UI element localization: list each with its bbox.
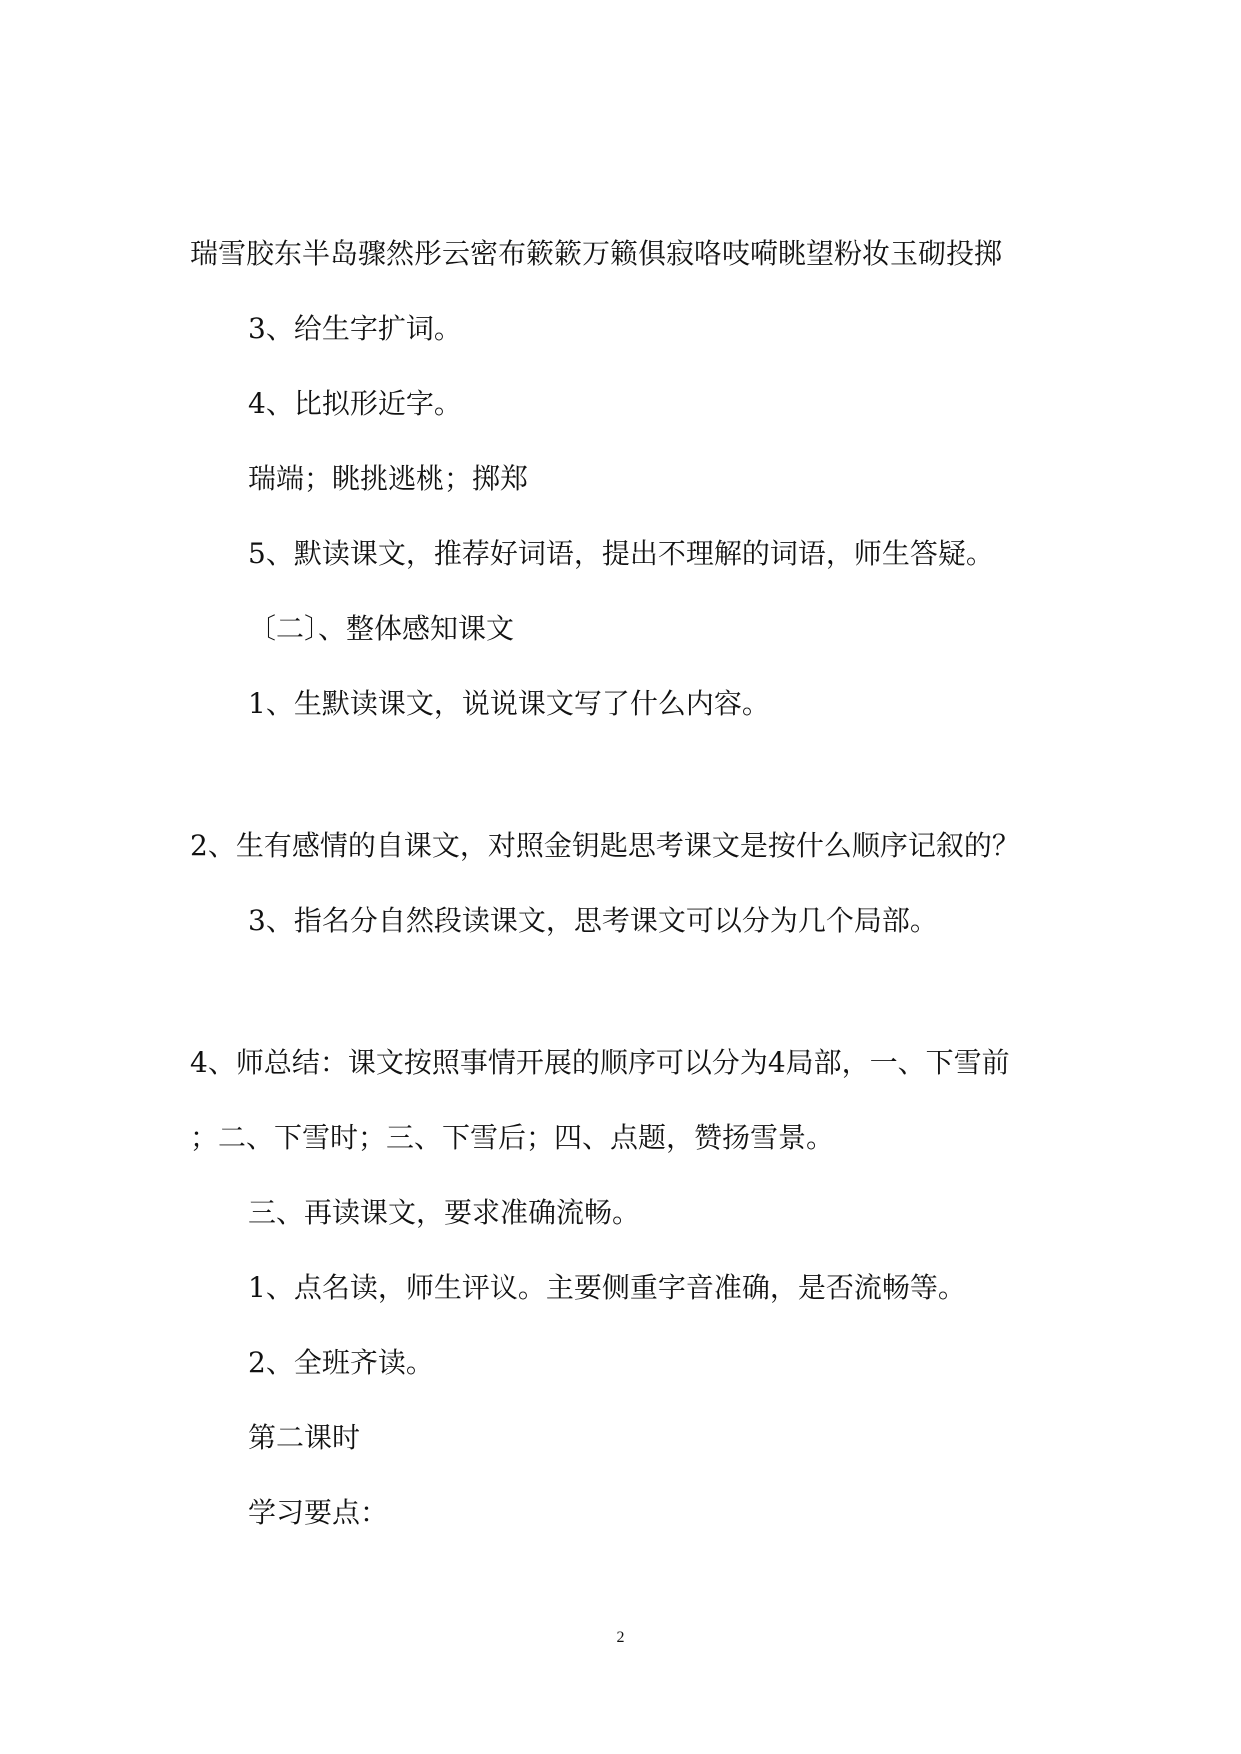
step-3-line: 3、给生字扩词。: [248, 312, 462, 345]
step-1-line: 1、生默读课文，说说课文写了什么内容。: [248, 687, 770, 720]
section-heading-3: 三、再读课文，要求准确流畅。: [248, 1196, 641, 1229]
step-4b-line: 4、师总结：课文按照事情开展的顺序可以分为4局部，一、下雪前: [190, 1046, 1010, 1079]
step-2b-line: 2、全班齐读。: [248, 1346, 434, 1379]
step-4b-continuation: ；二、下雪时；三、下雪后；四、点题，赞扬雪景。: [190, 1121, 835, 1154]
learning-points-heading: 学习要点：: [248, 1496, 389, 1529]
step-2-line: 2、生有感情的自课文，对照金钥匙思考课文是按什么顺序记叙的？: [190, 829, 1020, 862]
vocabulary-line: 瑞雪胶东半岛骤然彤云密布簌簌万籁俱寂咯吱嗬眺望粉妆玉砌投掷: [190, 237, 1003, 270]
page-number: 2: [616, 1629, 625, 1646]
similar-characters-line: 瑞端；眺挑逃桃；掷郑: [248, 462, 529, 495]
lesson-heading: 第二课时: [248, 1421, 361, 1454]
step-4-line: 4、比拟形近字。: [248, 387, 462, 420]
section-heading-2: 〔二〕、整体感知课文: [248, 612, 515, 645]
step-5-line: 5、默读课文，推荐好词语，提出不理解的词语，师生答疑。: [248, 537, 994, 570]
step-1b-line: 1、点名读，师生评议。主要侧重字音准确，是否流畅等。: [248, 1271, 966, 1304]
step-3b-line: 3、指名分自然段读课文，思考课文可以分为几个局部。: [248, 904, 938, 937]
